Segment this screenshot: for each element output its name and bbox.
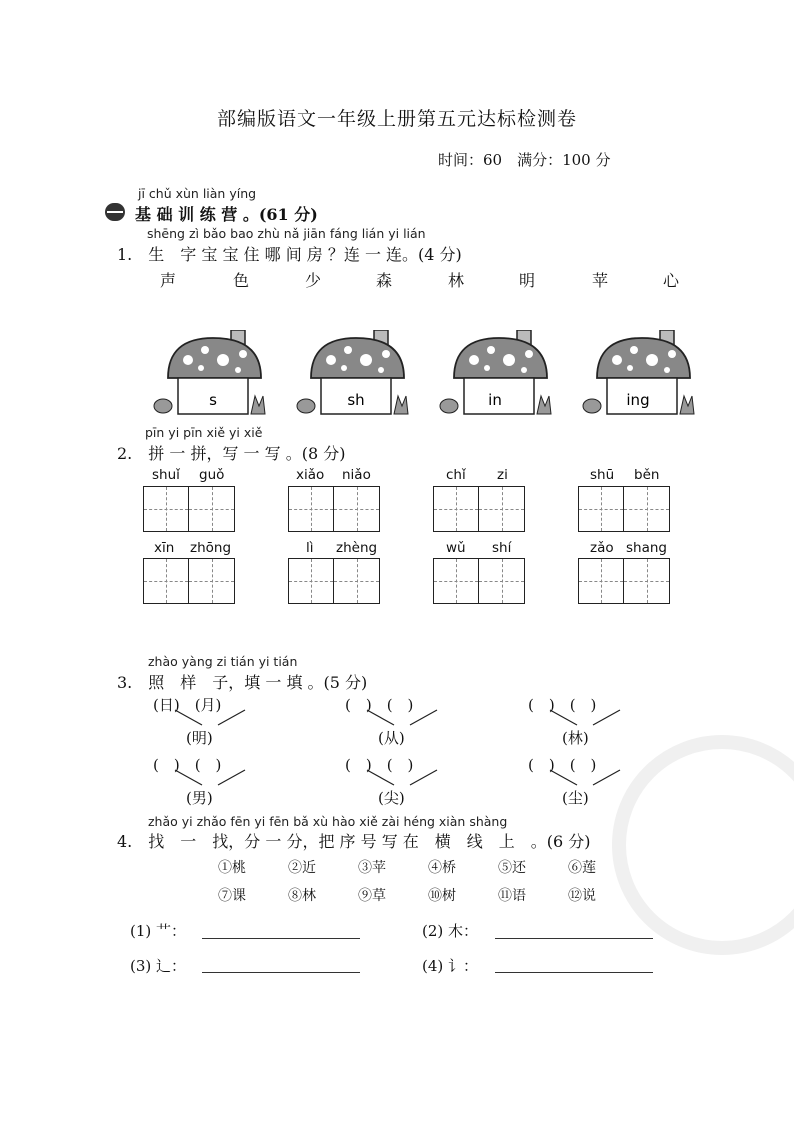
q4-text: 4. 找 一 找，分 一 分，把 序 号 写 在 横 线 上 。(6 分) <box>117 832 591 851</box>
q4-pinyin: zhǎo yi zhǎo fēn yi fēn bǎ xù hào xiě zài héng xiàn shàng <box>148 814 508 829</box>
q3-pair[interactable]: ( ) ( ) <box>153 756 222 774</box>
q4-option: ④桥 <box>428 860 456 876</box>
section-number-badge <box>105 203 125 221</box>
q4-answer-line[interactable] <box>202 938 360 939</box>
q4-option: ⑧林 <box>288 888 316 904</box>
writing-grid[interactable] <box>288 558 380 604</box>
exam-meta: 时间：60 满分：100 分 <box>438 151 611 169</box>
q4-option: ③苹 <box>358 860 386 876</box>
q4-option: ⑥莲 <box>568 860 596 876</box>
q1-character-row <box>0 268 794 292</box>
house-label: sh <box>347 391 365 409</box>
q3-result: (尖) <box>378 789 405 807</box>
q3-text: 3. 照 样 子，填 一 填 。(5 分) <box>117 673 368 692</box>
q1-char[interactable]: 明 <box>519 271 536 290</box>
q4-answer-line[interactable] <box>495 972 653 973</box>
q1-char[interactable]: 森 <box>376 271 393 290</box>
section1-pinyin: jī chǔ xùn liàn yíng <box>138 186 257 201</box>
q4-option: ⑤还 <box>498 860 526 876</box>
q4-blank-label: (1) 艹： <box>130 922 187 940</box>
q4-option: ⑫说 <box>568 888 596 904</box>
writing-grid[interactable] <box>433 486 525 532</box>
house-label: in <box>488 391 502 409</box>
writing-grid[interactable] <box>143 558 235 604</box>
q3-result: (男) <box>186 789 213 807</box>
q1-pinyin: shēng zì bǎo bao zhù nǎ jiān fáng lián yi lián <box>147 226 426 241</box>
house-label: s <box>209 391 217 409</box>
q4-blank-label: (2) 木： <box>422 922 479 940</box>
mushroom-house-icon[interactable] <box>572 330 702 420</box>
q4-options <box>0 857 794 917</box>
house-label: ing <box>626 391 650 409</box>
q3-pair[interactable]: ( ) ( ) <box>528 756 597 774</box>
q4-answer-line[interactable] <box>202 972 360 973</box>
writing-grid[interactable] <box>578 558 670 604</box>
q1-char[interactable]: 声 <box>160 271 177 290</box>
writing-grid[interactable] <box>288 486 380 532</box>
q2-pinyin: pīn yi pīn xiě yi xiě <box>145 425 263 440</box>
q1-char[interactable]: 色 <box>233 271 250 290</box>
q1-char[interactable]: 心 <box>663 271 680 290</box>
q4-option: ⑨草 <box>358 888 386 904</box>
q1-char[interactable]: 林 <box>448 271 465 290</box>
q4-option: ⑩树 <box>428 888 456 904</box>
writing-grid[interactable] <box>143 486 235 532</box>
q3-pair[interactable]: ( ) ( ) <box>528 696 597 714</box>
section1-heading: 基 础 训 练 营 。(61 分) <box>135 205 318 224</box>
q3-pinyin: zhào yàng zi tián yi tián <box>148 654 298 669</box>
q3-result: (尘) <box>562 789 589 807</box>
q1-char[interactable]: 少 <box>305 271 322 290</box>
q3-result: (明) <box>186 729 213 747</box>
q4-option: ⑪语 <box>498 888 526 904</box>
q4-answer-line[interactable] <box>495 938 653 939</box>
q4-option: ②近 <box>288 860 316 876</box>
q3-pair: (日) (月) <box>153 696 222 714</box>
writing-grid[interactable] <box>578 486 670 532</box>
mushroom-house-icon[interactable] <box>286 330 416 420</box>
q2-text: 2. 拼 一 拼，写 一 写 。(8 分) <box>117 444 346 463</box>
q4-blank-label: (3) 辶： <box>130 957 187 975</box>
q4-blank-label: (4) 讠： <box>422 957 479 975</box>
mushroom-house-icon[interactable] <box>143 330 273 420</box>
q3-pair[interactable]: ( ) ( ) <box>345 756 414 774</box>
q3-result: (林) <box>562 729 589 747</box>
page-title: 部编版语文一年级上册第五元达标检测卷 <box>216 108 577 130</box>
q3-pair[interactable]: ( ) ( ) <box>345 696 414 714</box>
q1-text: 1. 生 字 宝 宝 住 哪 间 房 ？连 一 连。(4 分) <box>117 245 462 264</box>
q1-char[interactable]: 苹 <box>592 271 609 290</box>
q4-option: ①桃 <box>218 860 246 876</box>
q3-result: (从) <box>378 729 405 747</box>
writing-grid[interactable] <box>433 558 525 604</box>
q4-option: ⑦课 <box>218 888 246 904</box>
mushroom-house-icon[interactable] <box>429 330 559 420</box>
